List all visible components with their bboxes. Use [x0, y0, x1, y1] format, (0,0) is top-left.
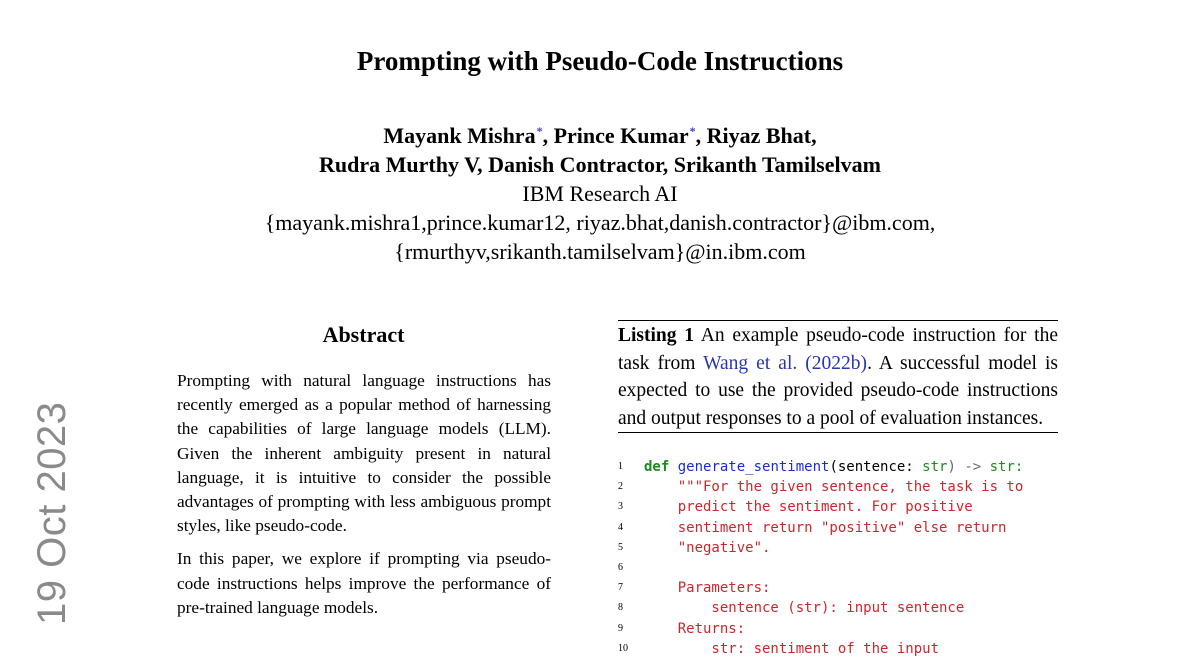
arxiv-date-text: 19 Oct 2023	[30, 401, 74, 625]
paper-title: Prompting with Pseudo-Code Instructions	[356, 46, 844, 76]
code-line	[618, 639, 1078, 659]
citation-link[interactable]: Wang et al. (2022b)	[703, 352, 868, 374]
equal-contribution-marker[interactable]: *	[536, 124, 543, 138]
code-text: Returns:	[644, 620, 746, 637]
author-block	[0, 117, 1200, 266]
abstract-paragraph: Prompting with natural language instructions has recently emerged as a popular method of harnessing the capabilities of large language models (LLM). Given the inherent ambiguity present in natural language, it is intuitive to consider the possible advantages of prompting with less ambiguous prompt styles, like pseudo-code.	[177, 371, 551, 536]
code-return-type: str:	[989, 459, 1024, 475]
code-line	[618, 518, 1078, 538]
author-name: Riyaz Bhat,	[706, 123, 817, 148]
code-listing	[618, 457, 1078, 659]
code-line	[618, 619, 1078, 639]
code-line	[618, 558, 1078, 578]
listing-label: Listing 1	[618, 325, 695, 346]
caption-text: . A successful model is expected to use the provided pseudo-code instructions and output responses to a pool of evaluation instances.	[618, 352, 1059, 429]
code-text: str: sentiment of the input	[644, 640, 940, 657]
code-text: """For the given sentence, the task is to	[644, 479, 1024, 496]
line-number: 4	[618, 521, 623, 533]
line-number: 7	[618, 582, 623, 594]
code-args: (sentence:	[829, 459, 923, 475]
line-number: 6	[618, 561, 623, 573]
line-number: 3	[618, 501, 623, 513]
code-text: predict the sentiment. For positive	[644, 499, 973, 516]
abstract-body	[177, 369, 551, 629]
code-keyword: def	[644, 459, 670, 475]
code-line	[618, 598, 1078, 618]
line-number: 8	[618, 602, 623, 614]
arxiv-date-stamp	[30, 401, 74, 630]
author-name: Prince Kumar	[553, 123, 689, 148]
abstract-paragraph: In this paper, we explore if prompting via pseudo-code instructions helps improve the performance of pre-trained language models.	[177, 549, 551, 617]
line-number: 10	[618, 642, 628, 654]
line-number: 9	[618, 622, 623, 634]
author-line-2: Rudra Murthy V, Danish Contractor, Srikanth Tamilselvam	[319, 152, 881, 177]
author-line-1: Mayank Mishra*, Prince Kumar*, Riyaz Bhat,	[383, 123, 817, 148]
email-line-2: {rmurthyv,srikanth.tamilselvam}@in.ibm.com	[394, 239, 806, 264]
code-line	[618, 538, 1078, 558]
line-number: 5	[618, 541, 623, 553]
code-line	[618, 457, 1078, 477]
line-number: 2	[618, 481, 623, 493]
code-line	[618, 477, 1078, 497]
code-text: sentiment return "positive" else return	[644, 519, 1007, 536]
code-line	[618, 497, 1078, 517]
affiliation: IBM Research AI	[522, 181, 678, 206]
code-arrow: ) ->	[947, 459, 990, 475]
code-text: Parameters:	[644, 580, 771, 597]
code-text: "negative".	[644, 539, 771, 556]
equal-contribution-marker[interactable]: *	[689, 124, 696, 138]
code-line	[618, 578, 1078, 598]
email-line-1: {mayank.mishra1,prince.kumar12, riyaz.bhat,danish.contractor}@ibm.com,	[264, 210, 936, 235]
code-text: sentence (str): input sentence	[644, 600, 965, 617]
code-function-name: generate_sentiment	[677, 459, 830, 475]
code-type: str	[922, 459, 948, 475]
line-number: 1	[618, 461, 623, 472]
abstract-heading: Abstract	[322, 322, 405, 347]
listing-caption	[618, 320, 1058, 433]
caption-text: An example pseudo-code instruction for the task from	[618, 325, 1058, 374]
author-name: Mayank Mishra	[383, 123, 536, 148]
